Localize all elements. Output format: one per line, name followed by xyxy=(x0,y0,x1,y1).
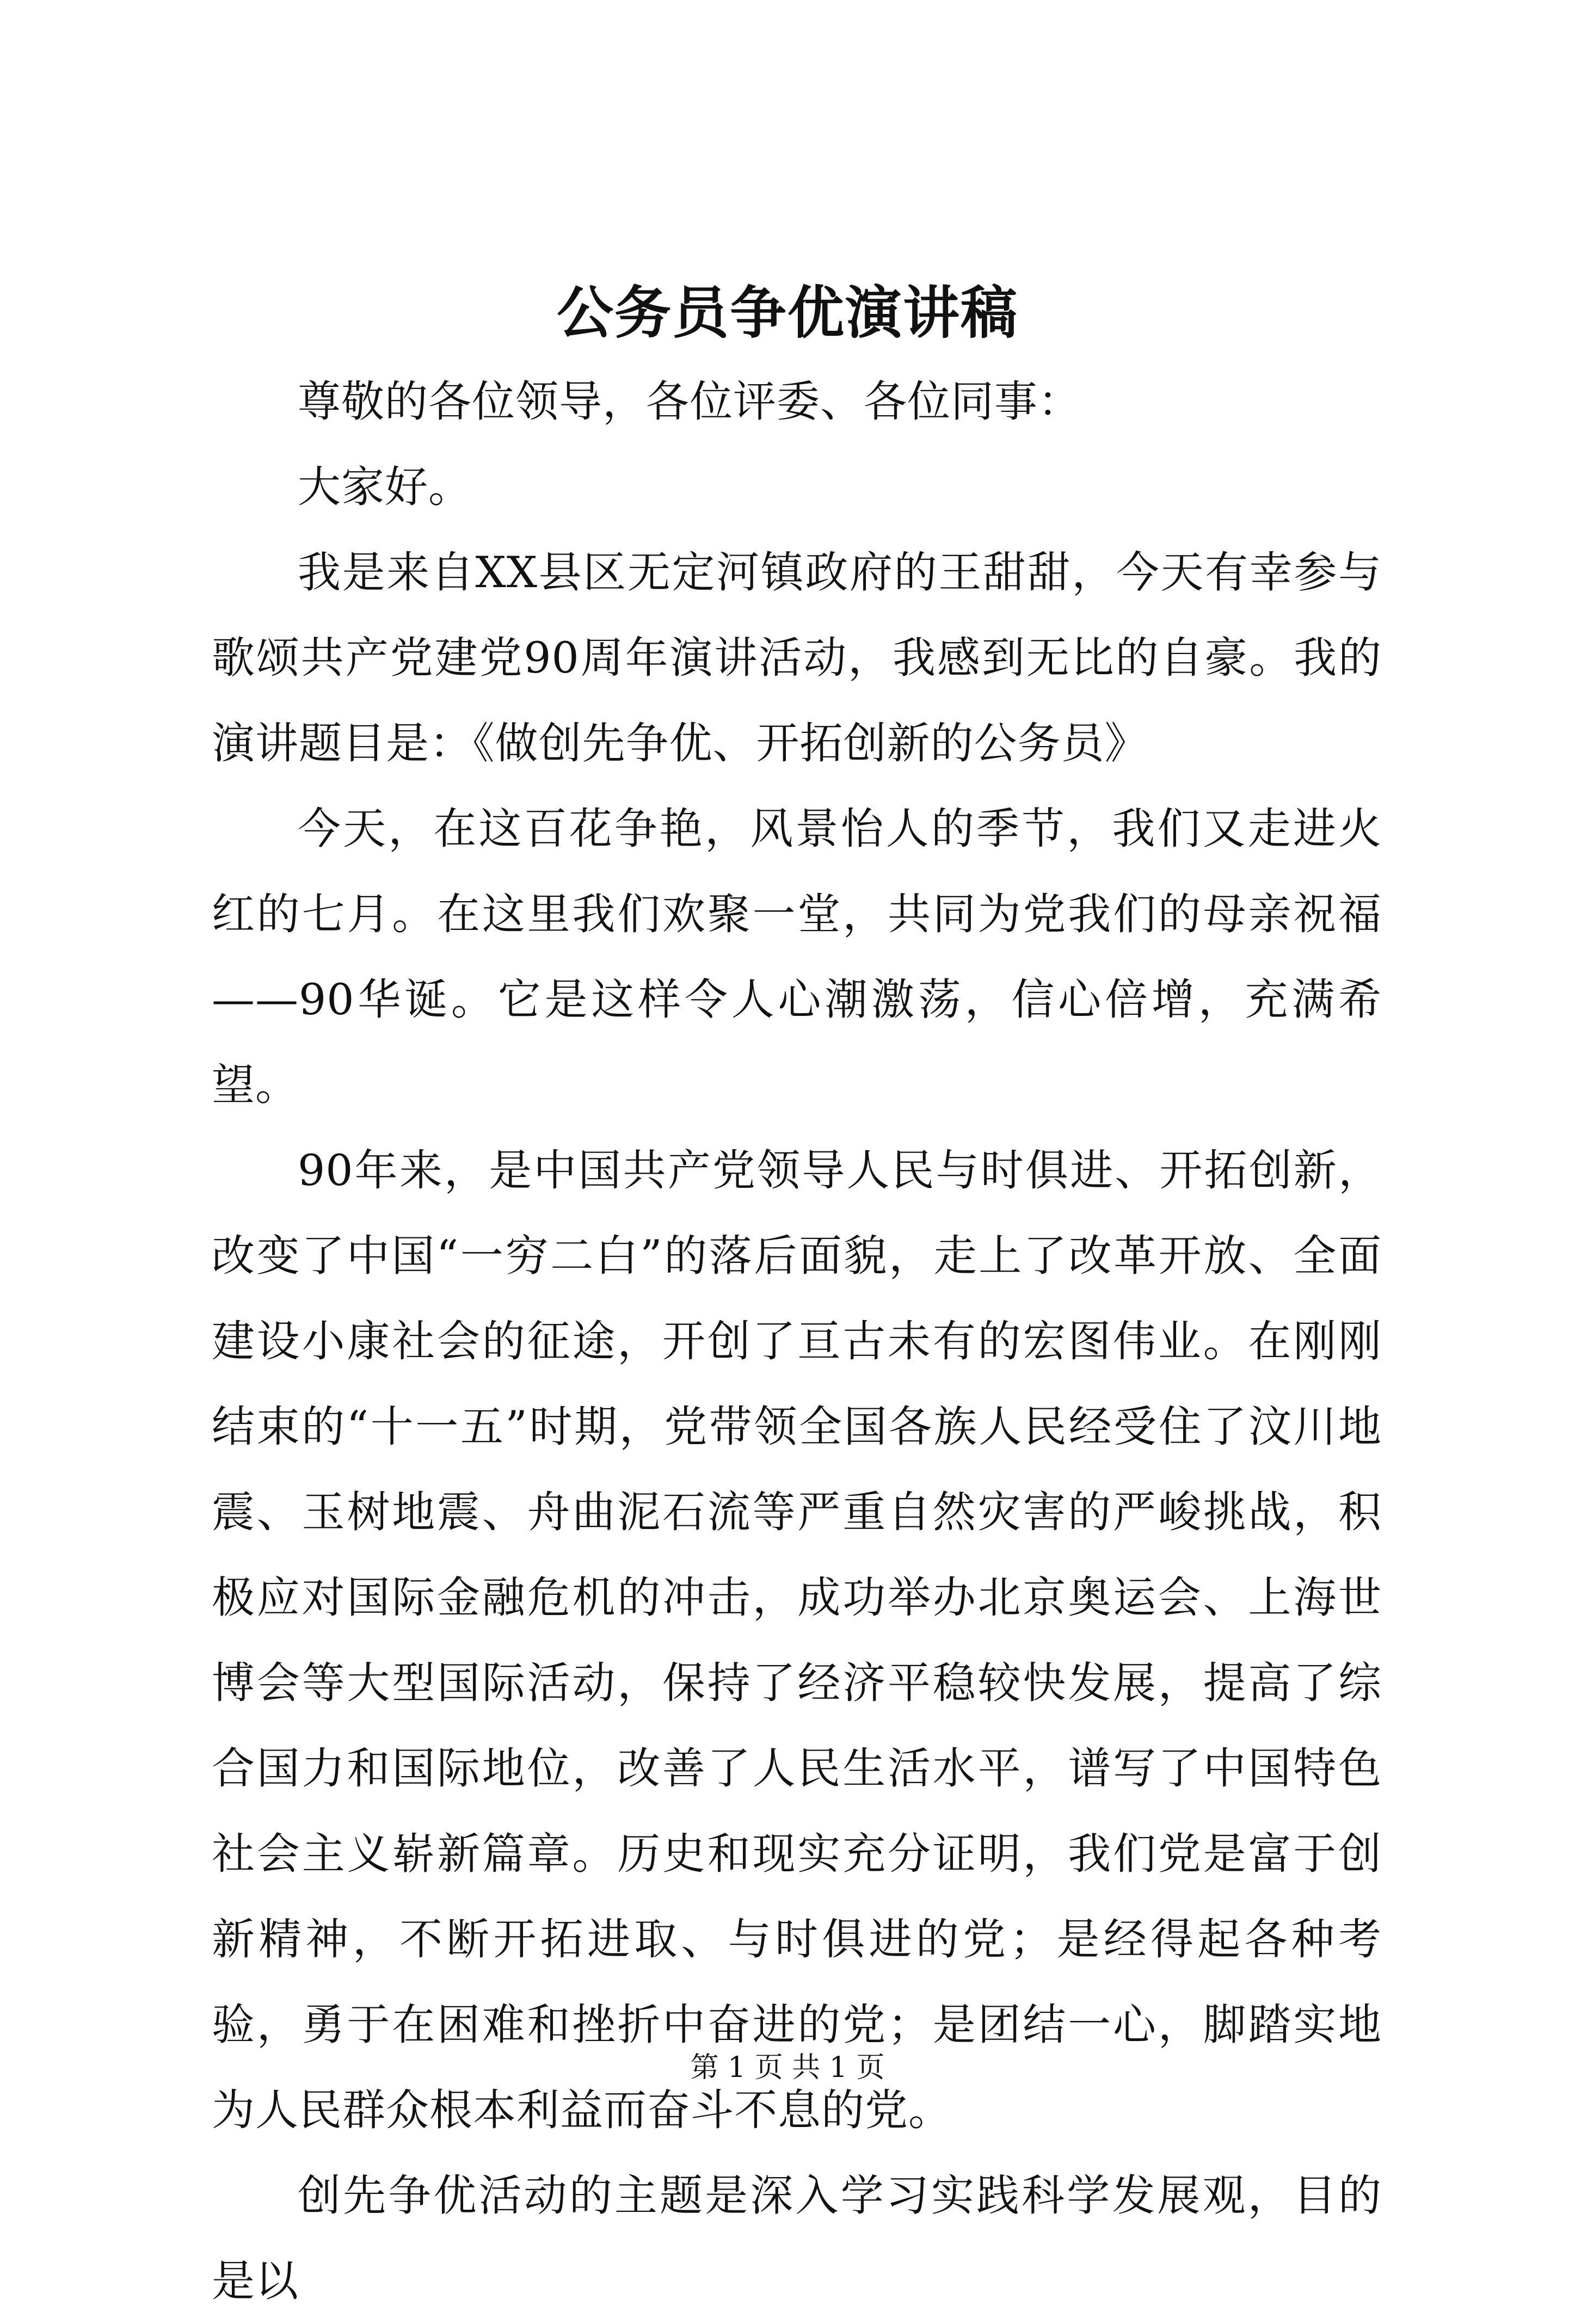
paragraph-greeting: 大家好。 xyxy=(298,462,472,512)
page-number-footer: 第 1 页 共 1 页 xyxy=(690,2051,885,2084)
paragraph-july: 今天，在这百花争艳，风景怡人的季节，我们又走进火红的七月。在这里我们欢聚一堂，共同为党我们的母亲祝福——90华诞。它是这样令人心潮激荡，信心倍增，充满希望。 xyxy=(212,804,1382,1110)
paragraph-introduction: 我是来自XX县区无定河镇政府的王甜甜，今天有幸参与歌颂共产党建党90周年演讲活动，我感到无比的自豪。我的演讲题目是：《做创先争优、开拓创新的公务员》 xyxy=(212,547,1382,768)
document-body xyxy=(212,359,1382,2324)
paragraph-ninety-years: 90年来，是中国共产党领导人民与时俱进、开拓创新，改变了中国“一穷二白”的落后面貌，走上了改革开放、全面建设小康社会的征途，开创了亘古未有的宏图伟业。在刚刚结束的“十一五”时期，党带领全国各族人民经受住了汶川地震、玉树地震、舟曲泥石流等严重自然灾害的严峻挑战，积极应对国际金融危机的冲击，成功举办北京奥运会、上海世博会等大型国际活动，保持了经济平稳较快发展，提高了综合国力和国际地位，改善了人民生活水平，谱写了中国特色社会主义崭新篇章。历史和现实充分证明，我们党是富于创新精神，不断开拓进取、与时俱进的党；是经得起各种考验，勇于在困难和挫折中奋进的党；是团结一心，脚踏实地为人民群众根本利益而奋斗不息的党。 xyxy=(212,1145,1382,2135)
document-title: 公务员争优演讲稿 xyxy=(556,279,1018,346)
paragraph-salutation: 尊敬的各位领导，各位评委、各位同事： xyxy=(298,377,1081,427)
paragraph-theme: 创先争优活动的主题是深入学习实践科学发展观，目的是以 xyxy=(212,2171,1382,2306)
